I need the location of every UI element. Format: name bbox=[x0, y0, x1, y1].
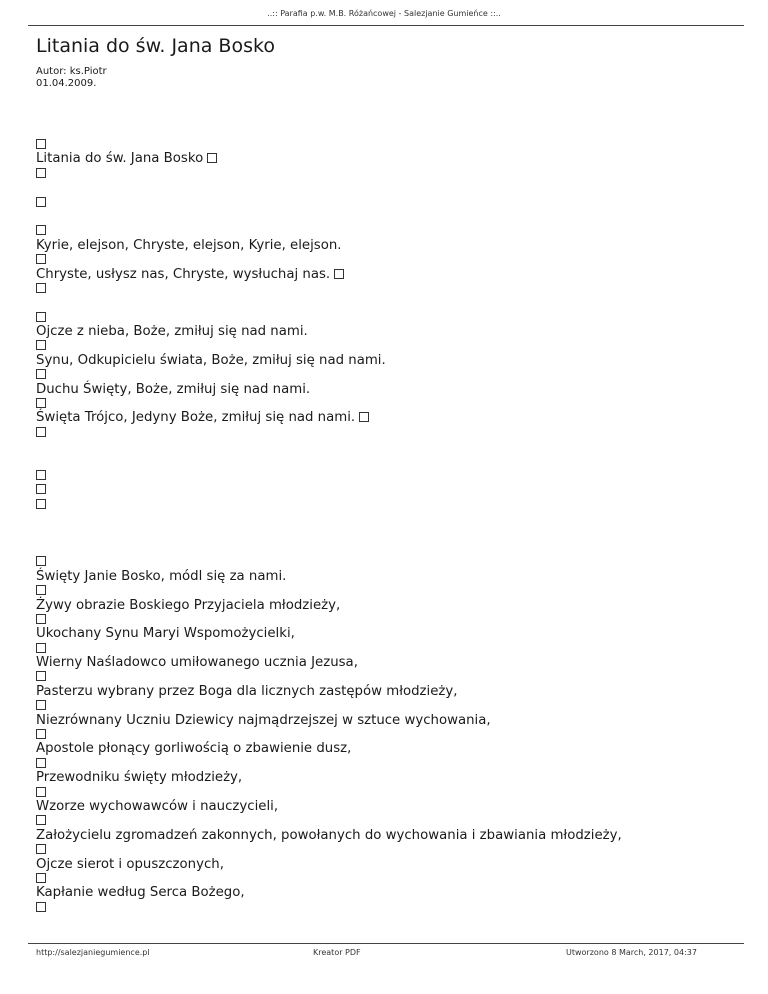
missing-glyph-box bbox=[36, 729, 46, 739]
footer-created-date: Utworzono 8 March, 2017, 04:37 bbox=[566, 948, 697, 957]
litany-invocation-6: Niezrównany Uczniu Dziewicy najmądrzejszej w sztuce wychowania, bbox=[36, 712, 491, 728]
litany-line bbox=[36, 858, 736, 872]
missing-glyph-box bbox=[36, 671, 46, 681]
litany-line bbox=[36, 800, 736, 814]
litany-line bbox=[36, 599, 736, 613]
missing-glyph-box bbox=[36, 815, 46, 825]
litany-invocation-1: Święty Janie Bosko, módl się za nami. bbox=[36, 568, 287, 584]
missing-glyph-box bbox=[36, 643, 46, 653]
litany-trinity-1: Ojcze z nieba, Boże, zmiłuj się nad nami. bbox=[36, 324, 308, 340]
litany-trinity-3: Duchu Święty, Boże, zmiłuj się nad nami. bbox=[36, 381, 311, 397]
litany-line bbox=[36, 325, 736, 339]
footer-divider bbox=[28, 943, 744, 944]
missing-glyph-box bbox=[36, 844, 46, 854]
litany-line bbox=[36, 268, 736, 282]
missing-glyph-box bbox=[359, 412, 369, 422]
publish-date: 01.04.2009. bbox=[36, 78, 97, 89]
page-title: Litania do św. Jana Bosko bbox=[36, 35, 275, 57]
missing-glyph-box bbox=[36, 470, 46, 480]
litany-invocation-8: Przewodniku święty młodzieży, bbox=[36, 770, 243, 786]
author-line: Autor: ks.Piotr bbox=[36, 66, 107, 77]
litany-kyrie-2: Chryste, usłysz nas, Chryste, wysłuchaj nas. bbox=[36, 266, 331, 282]
header-divider bbox=[28, 25, 744, 26]
litany-line bbox=[36, 411, 736, 425]
litany-invocation-12: Kapłanie według Serca Bożego, bbox=[36, 885, 245, 901]
litany-trinity-4: Święta Trójco, Jedyny Boże, zmiłuj się nad nami. bbox=[36, 410, 356, 426]
missing-glyph-box bbox=[334, 269, 344, 279]
litany-heading-line bbox=[36, 152, 736, 166]
missing-glyph-box bbox=[36, 340, 46, 350]
litany-invocation-5: Pasterzu wybrany przez Boga dla licznych zastępów młodzieży, bbox=[36, 683, 458, 699]
litany-invocation-9: Wzorze wychowawców i nauczycieli, bbox=[36, 798, 279, 814]
litany-invocation-7: Apostole płonący gorliwością o zbawienie dusz, bbox=[36, 741, 352, 757]
missing-glyph-box bbox=[36, 873, 46, 883]
missing-glyph-box bbox=[36, 225, 46, 235]
site-header-title: ..:: Parafia p.w. M.B. Różańcowej - Salezjanie Gumieńce ::.. bbox=[267, 9, 501, 18]
litany-invocation-10: Założycielu zgromadzeń zakonnych, powołanych do wychowania i zbawiania młodzieży, bbox=[36, 827, 622, 843]
litany-invocation-4: Wierny Naśladowco umiłowanego ucznia Jezusa, bbox=[36, 655, 358, 671]
litany-invocation-11: Ojcze sierot i opuszczonych, bbox=[36, 856, 224, 872]
litany-line bbox=[36, 383, 736, 397]
article-body bbox=[36, 138, 736, 915]
missing-glyph-box bbox=[36, 168, 46, 178]
footer-url: http://salezjaniegumience.pl bbox=[36, 948, 150, 957]
missing-glyph-box bbox=[36, 398, 46, 408]
missing-glyph-box bbox=[36, 484, 46, 494]
missing-glyph-box bbox=[36, 787, 46, 797]
missing-glyph-box bbox=[36, 585, 46, 595]
litany-line bbox=[36, 627, 736, 641]
missing-glyph-box bbox=[36, 283, 46, 293]
litany-line bbox=[36, 656, 736, 670]
litany-trinity-2: Synu, Odkupicielu świata, Boże, zmiłuj się nad nami. bbox=[36, 352, 386, 368]
litany-line bbox=[36, 239, 736, 253]
litany-line bbox=[36, 829, 736, 843]
litany-line bbox=[36, 742, 736, 756]
missing-glyph-box bbox=[36, 427, 46, 437]
missing-glyph-box bbox=[36, 254, 46, 264]
missing-glyph-box bbox=[36, 614, 46, 624]
litany-line bbox=[36, 685, 736, 699]
missing-glyph-box bbox=[36, 556, 46, 566]
litany-invocation-3: Ukochany Synu Maryi Wspomożycielki, bbox=[36, 626, 295, 642]
missing-glyph-box bbox=[36, 902, 46, 912]
litany-heading: Litania do św. Jana Bosko bbox=[36, 151, 204, 167]
invocation-list bbox=[36, 570, 736, 915]
litany-line bbox=[36, 771, 736, 785]
missing-glyph-box bbox=[207, 153, 217, 163]
missing-glyph-box bbox=[36, 700, 46, 710]
litany-line bbox=[36, 886, 736, 900]
missing-glyph-box bbox=[36, 499, 46, 509]
litany-line bbox=[36, 570, 736, 584]
missing-glyph-box bbox=[36, 369, 46, 379]
litany-invocation-2: Żywy obrazie Boskiego Przyjaciela młodzieży, bbox=[36, 597, 341, 613]
missing-glyph-box bbox=[36, 197, 46, 207]
missing-glyph-box bbox=[36, 758, 46, 768]
missing-glyph-box bbox=[36, 312, 46, 322]
footer-generator: Kreator PDF bbox=[313, 948, 361, 957]
litany-line bbox=[36, 714, 736, 728]
missing-glyph-box bbox=[36, 139, 46, 149]
litany-kyrie-1: Kyrie, elejson, Chryste, elejson, Kyrie, elejson. bbox=[36, 237, 342, 253]
litany-line bbox=[36, 354, 736, 368]
